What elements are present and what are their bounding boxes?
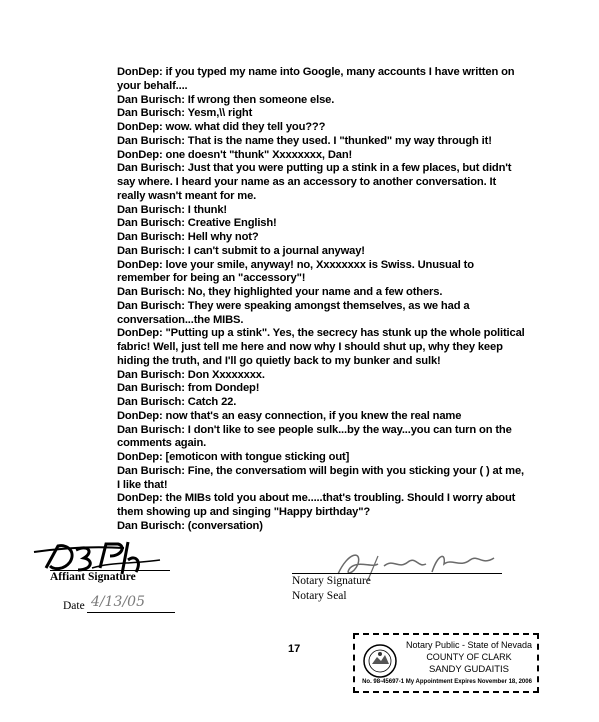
transcript-line: Dan Burisch: I can't submit to a journal anyway! <box>117 244 365 257</box>
transcript-line: Dan Burisch: Creative English! <box>117 217 277 230</box>
transcript-line: Dan Burisch: (conversation) <box>117 519 263 532</box>
transcript-line: Dan Burisch: Yesm,\\ right <box>117 107 253 120</box>
notary-signature-label: Notary Signature <box>292 575 371 587</box>
transcript-line: DonDep: now that's an easy connection, if you knew the real name <box>117 409 462 422</box>
notary-seal-label: Notary Seal <box>292 590 347 602</box>
transcript-line: DonDep: [emoticon with tongue sticking out] <box>117 451 350 463</box>
transcript-line: Dan Burisch: Fine, the conversatiom will begin with you sticking your ( ) at me, I like that! <box>117 464 524 491</box>
transcript-line: DonDep: wow. what did they tell you??? <box>117 121 326 133</box>
transcript-line: Dan Burisch: If wrong then someone else. <box>117 93 335 106</box>
stamp-line-county: COUNTY OF CLARK <box>426 652 512 662</box>
state-seal-icon <box>363 644 397 678</box>
notary-stamp <box>353 633 539 693</box>
transcript-line: Dan Burisch: from Dondep! <box>117 382 260 395</box>
chat-transcript <box>117 66 525 534</box>
transcript-line: Dan Burisch: Catch 22. <box>117 396 237 408</box>
transcript-line: DonDep: "Putting up a stink". Yes, the secrecy has stunk up the whole political fabric! Well, just tell me here and now why I should shut up, why they keep hiding the truth, and I'll go quietly back to my bunker and sulk! <box>117 327 525 367</box>
stamp-line-state: Notary Public - State of Nevada <box>405 640 533 650</box>
date-handwritten-value: 4/13/05 <box>91 594 145 610</box>
transcript-line: DonDep: love your smile, anyway! no, Xxxxxxxx is Swiss. Unusual to remember for being an "accessory"! <box>117 258 474 285</box>
transcript-line: Dan Burisch: Don Xxxxxxxx. <box>117 368 265 381</box>
transcript-line: Dan Burisch: No, they highlighted your name and a few others. <box>117 286 443 298</box>
transcript-line: DonDep: one doesn't "thunk" Xxxxxxxx, Dan! <box>117 148 353 161</box>
transcript-line: Dan Burisch: Hell why not? <box>117 231 259 243</box>
date-label: Date <box>63 600 85 612</box>
stamp-line-name: SANDY GUDAITIS <box>428 664 510 675</box>
stamp-line-appointment: No. 98-45697-1 My Appointment Expires November 18, 2006 <box>362 679 532 685</box>
notary-signature-line <box>292 573 502 574</box>
page-number: 17 <box>288 643 301 655</box>
transcript-line: DonDep: the MIBs told you about me.....that's troubling. Should I worry about them showing up and singing "Happy birthday"? <box>117 492 516 518</box>
transcript-line: DonDep: if you typed my name into Google, many accounts I have written on your behalf.... <box>117 66 515 92</box>
date-line <box>87 612 175 613</box>
transcript-line: Dan Burisch: They were speaking amongst themselves, as we had a conversation...the MIBS. <box>117 299 470 326</box>
transcript-line: Dan Burisch: Just that you were putting up a stink in a few places, but didn't say where. I heard your name as an accessory to another conversation. It really wasn't meant for me. <box>117 162 512 202</box>
transcript-line: Dan Burisch: That is the name they used. I "thunked" my way through it! <box>117 134 492 147</box>
affiant-signature-label: Affiant Signature <box>50 571 136 583</box>
transcript-line: Dan Burisch: I thunk! <box>117 203 227 216</box>
transcript-line: Dan Burisch: I don't like to see people sulk...by the way...you can turn on the comments again. <box>117 423 512 450</box>
